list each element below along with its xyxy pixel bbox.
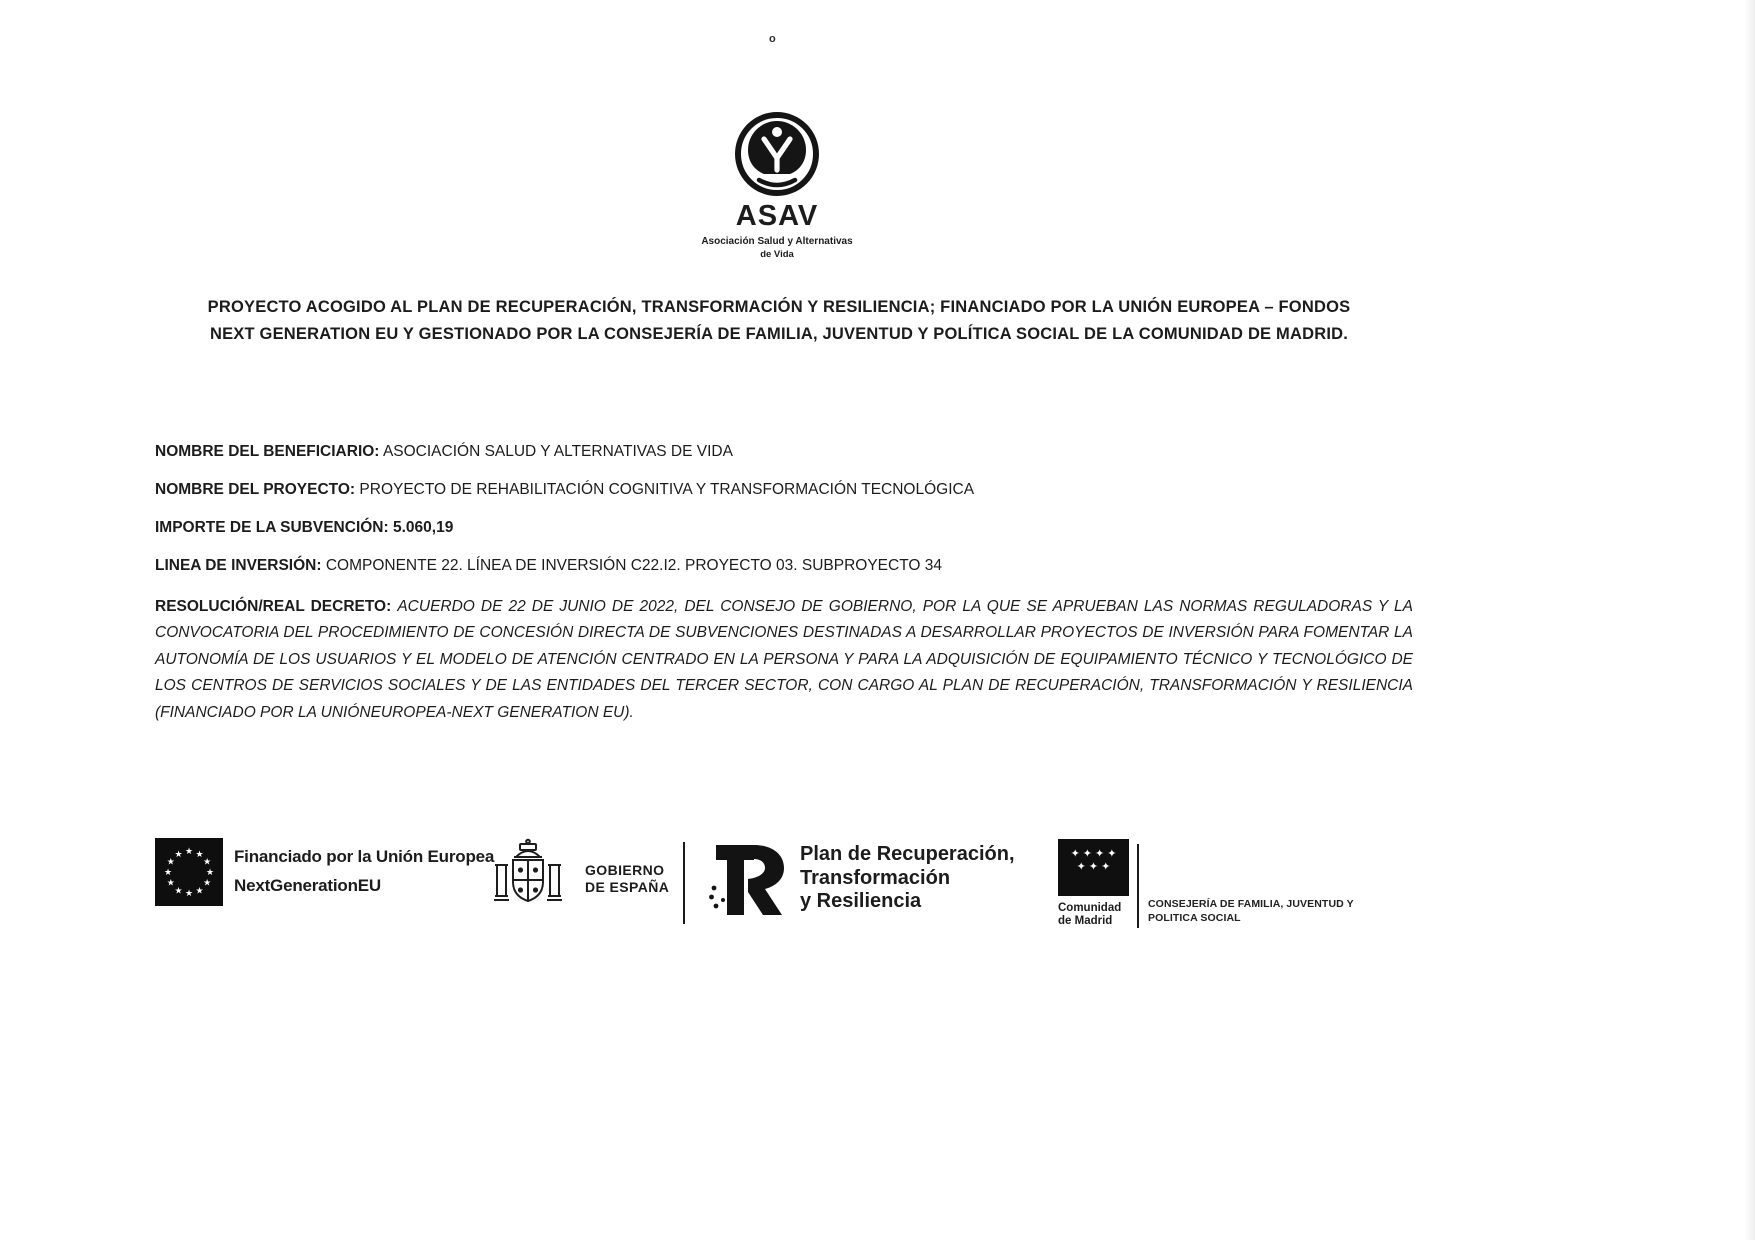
gobierno-espana-label xyxy=(585,862,669,896)
eu-star-icon: ★ xyxy=(174,849,183,859)
consejeria-label-line1: CONSEJERÍA DE FAMILIA, JUVENTUD Y xyxy=(1148,898,1354,910)
prtr-label-line3: y Resiliencia xyxy=(800,890,922,912)
madrid-label-line2: de Madrid xyxy=(1058,915,1113,927)
comunidad-madrid-label xyxy=(1058,902,1121,928)
eu-star-icon: ★ xyxy=(163,867,173,878)
prtr-label-line1: Plan de Recuperación, xyxy=(800,843,1015,865)
eu-flag-icon xyxy=(155,838,223,906)
field-beneficiary xyxy=(155,442,1413,462)
eu-star-icon: ★ xyxy=(166,856,175,867)
eu-star-icon: ★ xyxy=(203,877,212,888)
eu-star-icon: ★ xyxy=(205,867,215,878)
prtr-logo-icon xyxy=(708,841,788,919)
eu-star-icon: ★ xyxy=(195,849,204,859)
field-beneficiary-value: ASOCIACIÓN SALUD Y ALTERNATIVAS DE VIDA xyxy=(382,442,733,460)
eu-star-icon: ★ xyxy=(184,846,194,857)
field-grant-amount-value: 5.060,19 xyxy=(392,518,454,536)
eu-funding-label-line2: NextGenerationEU xyxy=(234,876,382,895)
footer-logos-strip xyxy=(155,836,1425,938)
comunidad-madrid-flag-icon xyxy=(1058,839,1129,896)
madrid-stars-row2: ✦✦✦ xyxy=(1076,861,1114,873)
fields-section xyxy=(155,426,1413,726)
field-resolution-label: RESOLUCIÓN/REAL DECRETO: xyxy=(155,597,392,615)
eu-star-icon: ★ xyxy=(184,888,194,899)
field-project-name-label: NOMBRE DEL PROYECTO: xyxy=(155,480,356,498)
prtr-label-line2: Transformación xyxy=(800,866,951,889)
field-investment-line-label: LINEA DE INVERSIÓN: xyxy=(155,556,322,574)
gobierno-label-line1: GOBIERNO xyxy=(585,862,665,878)
field-investment-line-value: COMPONENTE 22. LÍNEA DE INVERSIÓN C22.I2. PROYECTO 03. SUBPROYECTO 34 xyxy=(325,556,942,574)
eu-star-icon: ★ xyxy=(166,877,175,888)
field-grant-amount xyxy=(155,518,1413,538)
scan-artifact-mark: o xyxy=(769,33,776,45)
eu-star-icon: ★ xyxy=(203,856,212,867)
asav-logo-subtitle-line2: de Vida xyxy=(760,249,794,260)
field-resolution xyxy=(155,594,1413,727)
eu-funding-label xyxy=(234,842,494,900)
eu-star-icon: ★ xyxy=(174,885,183,896)
field-grant-amount-label: IMPORTE DE LA SUBVENCIÓN: xyxy=(155,518,389,536)
asav-logo-subtitle-line1: Asociación Salud y Alternativas xyxy=(701,236,853,247)
consejeria-label-line2: POLITICA SOCIAL xyxy=(1148,911,1241,924)
asav-logo-title: ASAV xyxy=(735,200,819,232)
field-resolution-value: ACUERDO DE 22 DE JUNIO DE 2022, DEL CONSEJO DE GOBIERNO, POR LA QUE SE APRUEBAN LAS NORMAS REGULADORAS Y LA CONVOCATORIA DEL PROCEDIMIENTO DE CONCESIÓN DIRECTA DE SUBVENCIONES DESTINADAS A DESARROLLAR PROYECTOS DE INVERSIÓN PARA FOMENTAR LA AUTONOMÍA DE LOS USUARIOS Y EL MODELO DE ATENCIÓN CENTRADO EN LA PERSONA Y PARA LA ADQUISICIÓN DE EQUIPAMIENTO TÉCNICO Y TECNOLÓGICO DE LOS CENTROS DE SERVICIOS SOCIALES Y DE LAS ENTIDADES DEL TERCER SECTOR, CON CARGO AL PLAN DE RECUPERACIÓN, TRANSFORMACIÓN Y RESILIENCIA (FINANCIADO POR LA UNIÓNEUROPEA-NEXT GENERATION EU). xyxy=(155,597,1414,721)
footer-divider-1 xyxy=(683,842,685,924)
field-project-name xyxy=(155,480,1413,500)
spain-coat-of-arms-icon xyxy=(490,838,566,928)
project-funding-header: PROYECTO ACOGIDO AL PLAN DE RECUPERACIÓN, TRANSFORMACIÓN Y RESILIENCIA; FINANCIADO POR LA UNIÓN EUROPEA – FONDOS NEXT GENERATION EU Y GESTIONADO POR LA CONSEJERÍA DE FAMILIA, JUVENTUD Y POLÍTICA SOCIAL DE LA COMUNIDAD DE MADRID. xyxy=(207,297,1351,343)
asav-logo-block xyxy=(652,110,902,260)
field-project-name-value: PROYECTO DE REHABILITACIÓN COGNITIVA Y TRANSFORMACIÓN TECNOLÓGICA xyxy=(359,480,975,498)
eu-funding-label-line1: Financiado por la Unión Europea xyxy=(234,847,495,866)
footer-divider-2 xyxy=(1137,844,1139,928)
madrid-stars-row1: ✦✦✦✦ xyxy=(1070,848,1120,860)
madrid-label-line1: Comunidad xyxy=(1058,902,1122,914)
field-beneficiary-label: NOMBRE DEL BENEFICIARIO: xyxy=(155,442,380,460)
eu-star-icon: ★ xyxy=(195,885,204,896)
asav-logo-icon xyxy=(733,110,821,198)
gobierno-label-line2: DE ESPAÑA xyxy=(585,879,670,895)
field-investment-line xyxy=(155,556,1413,576)
consejeria-label xyxy=(1148,898,1354,925)
prtr-label xyxy=(800,843,1015,914)
